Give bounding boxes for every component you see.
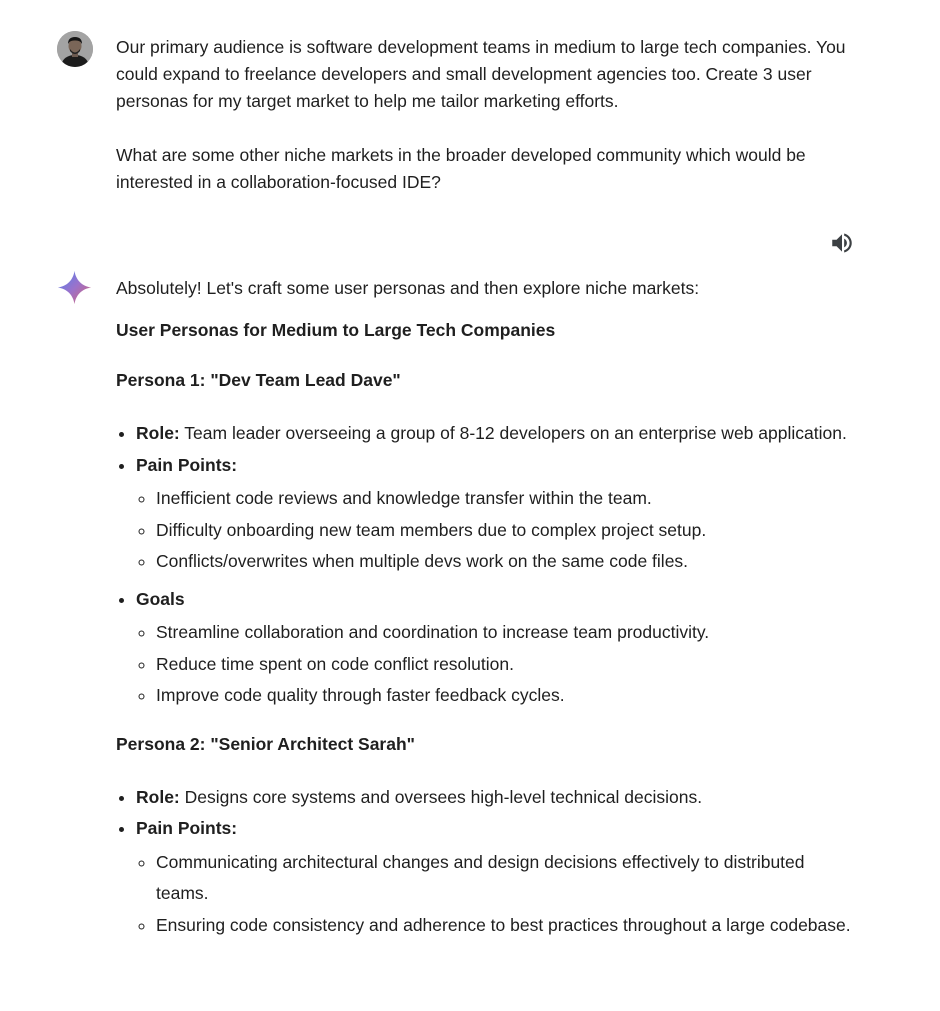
user-prompt-paragraph: Our primary audience is software development teams in medium to large tech companies. You could expand to freelance developers and small development agencies too. Create 3 user personas for my target market to help me tailor marketing efforts. [116, 37, 846, 111]
goals-list [136, 617, 861, 712]
user-avatar-image [57, 31, 93, 67]
pain-points-label: Pain Points: [136, 454, 238, 475]
pain-points-list [136, 483, 861, 578]
role-text: Team leader overseeing a group of 8-12 developers on an enterprise web application. [179, 423, 847, 443]
persona-details [116, 418, 861, 712]
pain-point-item: ◦ Inefficient code reviews and knowledge transfer within the team. [156, 483, 861, 515]
persona-title: Persona 2: "Senior Architect Sarah" [116, 733, 415, 754]
persona-role [136, 418, 861, 450]
read-aloud-button[interactable] [829, 230, 855, 256]
model-response [116, 276, 861, 961]
gemini-sparkle-icon [56, 269, 93, 306]
persona-title: Persona 1: "Dev Team Lead Dave" [116, 370, 401, 390]
user-avatar [57, 31, 93, 67]
user-prompt-paragraph: What are some other niche markets in the broader developed community which would be interested in a collaboration-focused IDE? [116, 145, 806, 192]
goal-item: ◦ Reduce time spent on code conflict resolution. [156, 649, 861, 681]
persona-pain-points [136, 813, 861, 941]
goal-item: ◦ Improve code quality through faster feedback cycles. [156, 680, 861, 712]
role-label: Role: [136, 786, 180, 807]
persona-role [136, 782, 861, 814]
goal-item: ◦ Streamline collaboration and coordination to increase team productivity. [156, 617, 861, 649]
response-intro: Absolutely! Let's craft some user personas and then explore niche markets: [116, 278, 700, 298]
goals-label: Goals [136, 588, 185, 609]
gemini-sparkle-shape [56, 269, 93, 306]
persona-pain-points [136, 450, 861, 578]
pain-point-item: ◦ Conflicts/overwrites when multiple devs work on the same code files. [156, 546, 861, 578]
user-prompt [116, 34, 861, 223]
pain-points-label: Pain Points: [136, 818, 238, 838]
pain-point-item: ◦ Difficulty onboarding new team members due to complex project setup. [156, 515, 861, 547]
pain-point-item: ◦ Ensuring code consistency and adherence to best practices throughout a large codebase. [156, 910, 861, 942]
pain-points-list [136, 847, 861, 942]
persona-goals [136, 584, 861, 712]
speaker-icon [829, 230, 855, 256]
role-label: Role: [136, 423, 180, 443]
section-heading: User Personas for Medium to Large Tech Companies [116, 320, 556, 340]
persona-details [116, 782, 861, 942]
pain-point-item: ◦ Communicating architectural changes and design decisions effectively to distributed teams. [156, 847, 861, 910]
role-text: Designs core systems and oversees high-level technical decisions. [179, 786, 703, 807]
